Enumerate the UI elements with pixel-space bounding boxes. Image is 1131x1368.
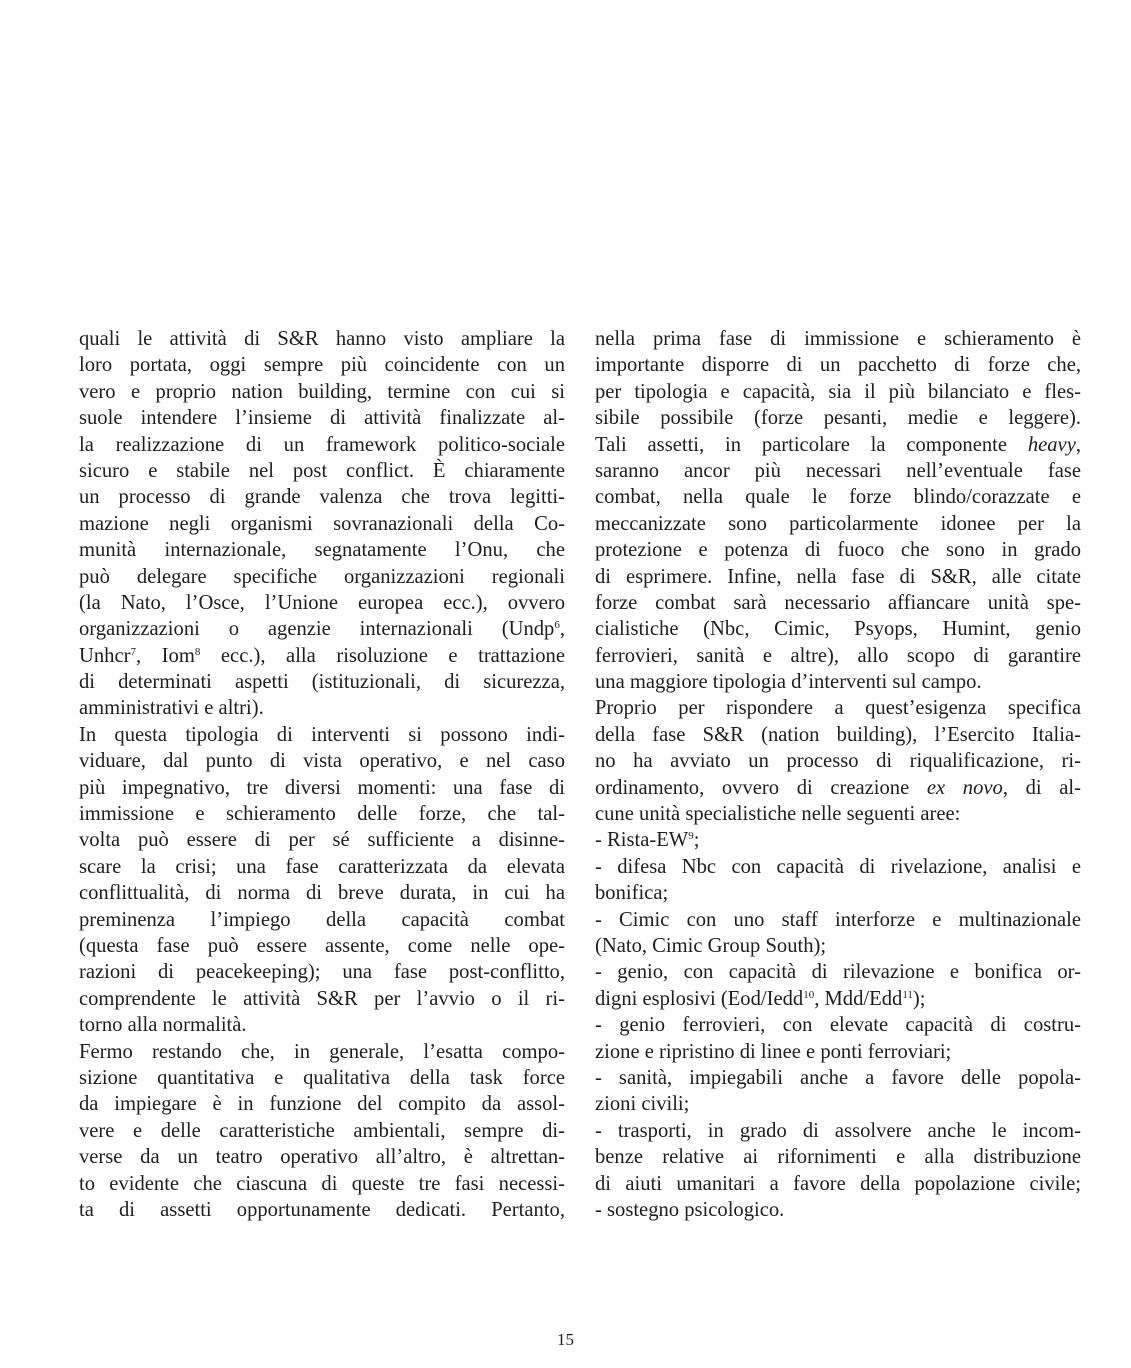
text-line <box>79 616 565 642</box>
text-line <box>595 854 1081 880</box>
footnote-reference: 10 <box>803 988 815 1001</box>
text-line <box>595 458 1081 484</box>
text-line <box>595 352 1081 378</box>
text-segment: importante disporre di un pacchetto di forze che, <box>595 354 1081 377</box>
text-line <box>595 880 1081 906</box>
text-segment: In questa tipologia di interventi si possono indi- <box>79 723 565 746</box>
text-line <box>595 1171 1081 1197</box>
text-segment: può delegare specifiche organizzazioni regionali <box>79 565 565 588</box>
text-segment: meccanizzate sono particolarmente idonee per la <box>595 512 1081 535</box>
text-segment: viduare, dal punto di vista operativo, e nel caso <box>79 750 565 773</box>
text-line <box>79 643 565 669</box>
text-line <box>79 564 565 590</box>
text-line <box>595 1197 1081 1223</box>
text-line <box>79 959 565 985</box>
text-segment: zione e ripristino di linee e ponti ferroviari; <box>595 1040 952 1063</box>
text-segment: munità internazionale, segnatamente l’Onu, che <box>79 539 565 562</box>
text-segment: ); <box>912 987 926 1010</box>
text-line <box>79 933 565 959</box>
text-line <box>79 511 565 537</box>
text-segment: razioni di peacekeeping); una fase post-conflitto, <box>79 961 565 984</box>
text-segment: più impegnativo, tre diversi momenti: una fase di <box>79 776 565 799</box>
text-segment: - genio ferrovieri, con elevate capacità di costru- <box>595 1014 1081 1037</box>
text-segment: , <box>559 618 565 641</box>
text-segment: bonifica; <box>595 882 669 905</box>
text-line <box>595 959 1081 985</box>
text-line <box>79 854 565 880</box>
text-segment: ; <box>693 829 700 852</box>
text-segment: di esprimere. Infine, nella fase di S&R, alle citate <box>595 565 1081 588</box>
text-segment: (Nato, Cimic Group South); <box>595 934 827 957</box>
text-line <box>595 1039 1081 1065</box>
left-text-column <box>79 326 565 1223</box>
text-segment: ordinamento, ovvero di creazione <box>595 776 927 799</box>
text-segment: conflittualità, di norma di breve durata, in cui ha <box>79 882 565 905</box>
text-line <box>595 1118 1081 1144</box>
text-segment: della fase S&R (nation building), l’Esercito Italia- <box>595 723 1081 746</box>
text-line <box>595 326 1081 352</box>
text-segment: mazione negli organismi sovranazionali della Co- <box>79 512 565 535</box>
italic-term: heavy <box>1027 433 1076 456</box>
text-line <box>79 432 565 458</box>
text-segment: loro portata, oggi sempre più coincidente con un <box>79 354 565 377</box>
text-line <box>595 643 1081 669</box>
text-segment: di aiuti umanitari a favore della popolazione civile; <box>595 1172 1081 1195</box>
text-segment: organizzazioni o agenzie internazionali (Undp <box>79 618 555 641</box>
text-line <box>595 722 1081 748</box>
text-segment: - Cimic con uno staff interforze e multinazionale <box>595 908 1081 931</box>
text-segment: - Rista-EW <box>595 829 689 852</box>
text-line <box>595 907 1081 933</box>
text-line <box>79 986 565 1012</box>
text-line <box>79 695 565 721</box>
text-line <box>595 537 1081 563</box>
text-line <box>79 484 565 510</box>
text-segment: ecc.), alla risoluzione e trattazione <box>200 644 565 667</box>
text-line <box>79 722 565 748</box>
text-segment: cialistiche (Nbc, Cimic, Psyops, Humint, genio <box>595 618 1081 641</box>
text-segment: sibile possibile (forze pesanti, medie e leggere). <box>595 407 1081 430</box>
text-segment: cune unità specialistiche nelle seguenti aree: <box>595 803 961 826</box>
text-line <box>79 379 565 405</box>
text-segment: Proprio per rispondere a quest’esigenza specifica <box>595 697 1081 720</box>
text-segment: digni esplosivi (Eod/Iedd <box>595 987 804 1010</box>
text-segment: sizione quantitativa e qualitativa della task force <box>79 1066 565 1089</box>
text-segment: - trasporti, in grado di assolvere anche le incom- <box>595 1119 1081 1142</box>
text-line <box>595 748 1081 774</box>
text-line <box>595 933 1081 959</box>
page-number: 15 <box>557 1330 574 1349</box>
text-line <box>595 669 1081 695</box>
text-segment: amministrativi e altri). <box>79 697 264 720</box>
text-segment: ta di assetti opportunamente dedicati. Pertanto, <box>79 1198 565 1221</box>
text-segment: ferrovieri, sanità e altre), allo scopo di garantire <box>595 644 1081 667</box>
text-segment: - difesa Nbc con capacità di rivelazione, analisi e <box>595 855 1081 878</box>
text-segment: no ha avviato un processo di riqualificazione, ri- <box>595 750 1081 773</box>
text-line <box>79 1197 565 1223</box>
text-segment: protezione e potenza di fuoco che sono in grado <box>595 539 1081 562</box>
text-segment: immissione e schieramento delle forze, che tal- <box>79 803 565 826</box>
text-segment: benze relative ai rifornimenti e alla distribuzione <box>595 1146 1081 1169</box>
text-line <box>595 564 1081 590</box>
text-line <box>79 1118 565 1144</box>
text-segment: - sanità, impiegabili anche a favore delle popola- <box>595 1066 1081 1089</box>
footnote-reference: 8 <box>194 645 201 658</box>
text-line <box>79 590 565 616</box>
text-line <box>79 537 565 563</box>
text-line <box>79 880 565 906</box>
text-segment: suole intendere l’insieme di attività finalizzate al- <box>79 407 565 430</box>
text-line <box>79 907 565 933</box>
text-segment: vere e delle caratteristiche ambientali, sempre di- <box>79 1119 565 1142</box>
text-segment: , Iom <box>135 644 195 667</box>
footnote-reference: 6 <box>554 619 560 632</box>
text-segment: to evidente che ciascuna di queste tre fasi necessi- <box>79 1172 565 1195</box>
text-line <box>79 1091 565 1117</box>
text-segment: verse da un teatro operativo all’altro, è altrettan- <box>79 1146 565 1169</box>
text-segment: - sostegno psicologico. <box>595 1198 785 1221</box>
footnote-reference: 11 <box>902 988 913 1001</box>
text-segment: quali le attività di S&R hanno visto ampliare la <box>79 328 565 350</box>
text-line <box>595 695 1081 721</box>
text-line <box>79 1039 565 1065</box>
text-segment: forze combat sarà necessario affiancare unità spe- <box>595 591 1081 614</box>
text-line <box>595 405 1081 431</box>
text-segment: , Mdd/Edd <box>814 987 903 1010</box>
text-line <box>595 432 1081 458</box>
text-segment: Tali assetti, in particolare la componente <box>595 433 1028 456</box>
text-line <box>79 801 565 827</box>
text-line <box>79 1012 565 1038</box>
text-segment: vero e proprio nation building, termine con cui si <box>79 380 565 403</box>
text-line <box>595 1144 1081 1170</box>
text-segment: comprendente le attività S&R per l’avvio o il ri- <box>79 987 565 1010</box>
text-segment: , di al- <box>1002 776 1081 799</box>
text-line <box>79 352 565 378</box>
text-segment: volta può essere di per sé sufficiente a disinne- <box>79 829 565 852</box>
text-line <box>79 1144 565 1170</box>
text-line <box>79 458 565 484</box>
text-segment: la realizzazione di un framework politico-sociale <box>79 433 565 456</box>
text-segment: Unhcr <box>79 644 131 667</box>
text-segment: zioni civili; <box>595 1093 690 1116</box>
text-line <box>595 827 1081 853</box>
text-line <box>79 827 565 853</box>
text-line <box>79 748 565 774</box>
text-line <box>595 1065 1081 1091</box>
text-line <box>595 1091 1081 1117</box>
text-segment: di determinati aspetti (istituzionali, di sicurezza, <box>79 671 565 694</box>
text-line <box>595 986 1081 1012</box>
text-segment: combat, nella quale le forze blindo/corazzate e <box>595 486 1081 509</box>
text-line <box>79 669 565 695</box>
text-segment: Fermo restando che, in generale, l’esatta compo- <box>79 1040 565 1063</box>
footnote-reference: 7 <box>130 645 136 658</box>
text-line <box>595 484 1081 510</box>
text-line <box>595 801 1081 827</box>
text-segment: una maggiore tipologia d’interventi sul campo. <box>595 671 982 694</box>
footnote-reference: 9 <box>688 830 694 843</box>
text-segment: torno alla normalità. <box>79 1014 247 1037</box>
text-segment: un processo di grande valenza che trova legitti- <box>79 486 565 509</box>
text-segment: , <box>1075 433 1081 456</box>
text-segment: preminenza l’impiego della capacità combat <box>79 908 565 931</box>
text-segment: - genio, con capacità di rilevazione e bonifica or- <box>595 961 1081 984</box>
text-line <box>79 405 565 431</box>
text-segment: per tipologia e capacità, sia il più bilanciato e fles- <box>595 380 1081 403</box>
text-segment: nella prima fase di immissione e schieramento è <box>595 328 1081 350</box>
text-line <box>79 775 565 801</box>
text-line <box>595 379 1081 405</box>
text-line <box>79 1171 565 1197</box>
text-segment: sicuro e stabile nel post conflict. È chiaramente <box>79 459 565 482</box>
text-line <box>595 590 1081 616</box>
italic-term: ex novo <box>926 776 1003 799</box>
text-segment: saranno ancor più necessari nell’eventuale fase <box>595 459 1081 482</box>
text-segment: da impiegare è in funzione del compito da assol- <box>79 1093 565 1116</box>
text-segment: scare la crisi; una fase caratterizzata da elevata <box>79 855 565 878</box>
text-line <box>595 1012 1081 1038</box>
text-line <box>79 326 565 352</box>
text-line <box>79 1065 565 1091</box>
text-segment: (la Nato, l’Osce, l’Unione europea ecc.), ovvero <box>79 591 565 614</box>
text-line <box>595 775 1081 801</box>
text-line <box>595 616 1081 642</box>
right-text-column <box>595 326 1081 1223</box>
text-segment: (questa fase può essere assente, come nelle ope- <box>79 934 565 957</box>
text-line <box>595 511 1081 537</box>
